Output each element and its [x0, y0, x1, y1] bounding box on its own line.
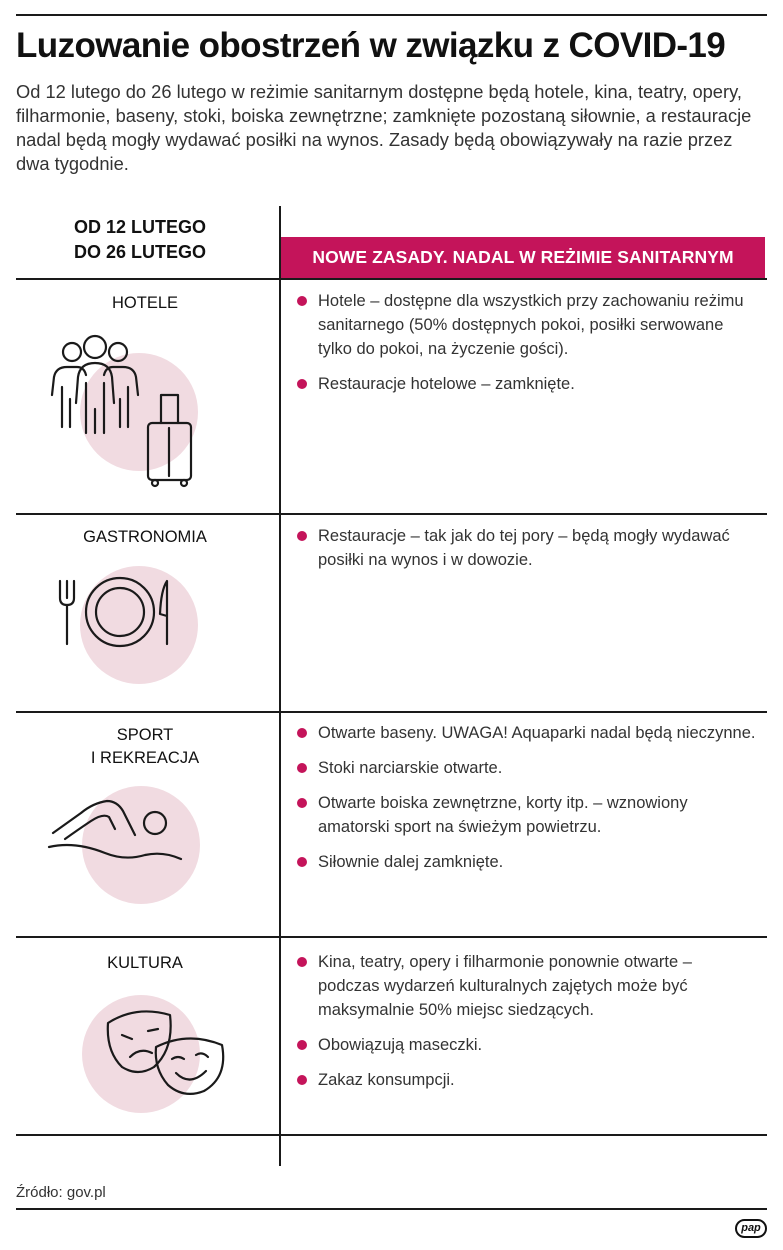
bullet-dot	[297, 728, 307, 738]
period-heading	[40, 215, 240, 265]
bullet-dot	[297, 957, 307, 967]
period-line-2: DO 26 LUTEGO	[73, 242, 207, 262]
row-divider	[16, 513, 767, 515]
plate-cutlery-icon	[55, 578, 180, 648]
bullet-dot	[297, 798, 307, 808]
bullet-dot	[297, 379, 307, 389]
bullet-dot	[297, 1075, 307, 1085]
top-rule	[16, 14, 767, 16]
list-item: Stoki narciarskie otwarte.	[296, 756, 756, 780]
list-item: Otwarte boiska zewnętrzne, korty itp. – wznowiony amatorski sport na świeżym powietrzu.	[296, 791, 756, 839]
intro-text: Od 12 lutego do 26 lutego w reżimie sanitarnym dostępne będą hotele, kina, teatry, opery, filharmonie, baseny, stoki, boiska zewnętrzne; zamknięte pozostaną siłownie, a restauracje nadal będą mogły wydawać posiłki na wynos. Zasady będą obowiązywały na razie przez dwa tygodnie.	[16, 81, 752, 174]
list-item: Obowiązują maseczki.	[296, 1033, 756, 1057]
column-divider	[279, 206, 281, 1166]
bullet-list-gastronomia	[296, 524, 756, 583]
list-item: Kina, teatry, opery i filharmonie ponownie otwarte – podczas wydarzeń kulturalnych zajętych może być maksymalnie 50% miejsc siedzących.	[296, 950, 756, 1022]
row-divider	[16, 936, 767, 938]
bullet-dot	[297, 857, 307, 867]
bullet-list-hotele	[296, 289, 756, 407]
bullet-dot	[297, 763, 307, 773]
source-note: Źródło: gov.pl	[16, 1184, 106, 1201]
category-label-kultura: KULTURA	[107, 954, 183, 972]
list-item: Otwarte baseny. UWAGA! Aquaparki nadal będą nieczynne.	[296, 721, 756, 745]
bullet-list-kultura	[296, 950, 756, 1103]
swimmer-icon	[45, 795, 185, 865]
list-item: Zakaz konsumpcji.	[296, 1068, 756, 1092]
bottom-rule	[16, 1208, 767, 1210]
row-divider	[16, 278, 767, 280]
page-title: Luzowanie obostrzeń w związku z COVID-19	[16, 26, 726, 65]
list-item: Restauracje – tak jak do tej pory – będą mogły wydawać posiłki na wynos i w dowozie.	[296, 524, 756, 572]
period-line-1: OD 12 LUTEGO	[73, 217, 207, 237]
list-item: Restauracje hotelowe – zamknięte.	[296, 372, 756, 396]
bullet-dot	[297, 531, 307, 541]
bullet-dot	[297, 1040, 307, 1050]
rules-header: NOWE ZASADY. NADAL W REŻIMIE SANITARNYM	[281, 237, 765, 278]
category-label-gastronomia: GASTRONOMIA	[83, 528, 207, 546]
category-label-sport: SPORT I REKREACJA	[90, 726, 200, 767]
bullet-list-sport	[296, 721, 756, 885]
bullet-dot	[297, 296, 307, 306]
hotel-guests-luggage-icon	[40, 335, 200, 490]
row-divider	[16, 711, 767, 713]
list-item: Siłownie dalej zamknięte.	[296, 850, 756, 874]
row-divider	[16, 1134, 767, 1136]
pap-logo: pap	[735, 1219, 767, 1238]
list-item: Hotele – dostępne dla wszystkich przy zachowaniu reżimu sanitarnego (50% dostępnych pokoi, posiłki serwowane tylko do pokoi, na życzenie gości).	[296, 289, 756, 361]
theater-masks-icon	[100, 1005, 235, 1100]
category-label-hotele: HOTELE	[111, 294, 179, 312]
